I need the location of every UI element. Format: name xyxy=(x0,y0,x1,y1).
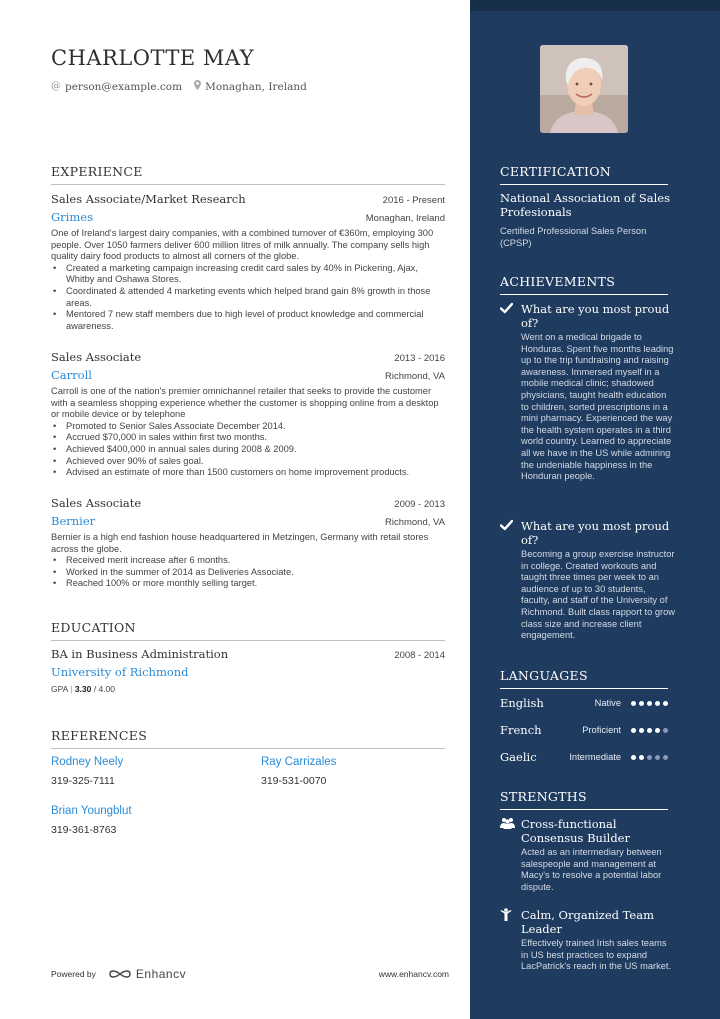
rating-dot xyxy=(631,728,636,733)
bullet-item: • Worked in the summer of 2014 as Deliveries Associate. xyxy=(51,567,445,579)
reference-phone[interactable]: 319-361-8763 xyxy=(51,824,117,836)
strength-title: Cross-functional Consensus Builder xyxy=(521,817,630,845)
job-entry-3 xyxy=(51,496,445,590)
rating-dot xyxy=(663,755,668,760)
bullet-item: • Achieved $400,000 in annual sales during 2008 & 2009. xyxy=(51,444,445,456)
rating-dot xyxy=(647,728,652,733)
school-name[interactable]: University of Richmond xyxy=(51,665,189,679)
job-bullets xyxy=(51,555,445,590)
strengths-heading: STRENGTHS xyxy=(500,789,668,810)
bullet-item: • Received merit increase after 6 months. xyxy=(51,555,445,567)
reference-name[interactable]: Rodney Neely xyxy=(51,756,124,768)
bullet-item: • Promoted to Senior Sales Associate December 2014. xyxy=(51,421,445,433)
job-dates: 2016 - Present xyxy=(382,195,445,206)
language-row xyxy=(500,723,668,737)
language-level: Native xyxy=(594,698,621,708)
location-text: Monaghan, Ireland xyxy=(205,80,307,93)
strength-1 xyxy=(500,817,675,893)
strength-description: Acted as an intermediary between salespeople and management at Macy's to resolve a potential labor dispute. xyxy=(521,847,662,892)
reference-1 xyxy=(51,756,241,787)
rating-dot xyxy=(655,755,660,760)
sidebar-top-bar xyxy=(470,0,720,11)
experience-heading: EXPERIENCE xyxy=(51,164,445,185)
education-heading: EDUCATION xyxy=(51,620,445,641)
rating-dot xyxy=(663,701,668,706)
rating-dot xyxy=(639,755,644,760)
at-icon: @ xyxy=(51,81,61,92)
reference-name[interactable]: Brian Youngblut xyxy=(51,805,132,817)
language-name: French xyxy=(500,723,542,737)
language-name: Gaelic xyxy=(500,750,537,764)
enhancv-logo-icon xyxy=(108,968,132,980)
achievement-description: Becoming a group exercise instructor in college. Created workouts and taught three times per week to an audience of up to 30 students, faculty, and staff of the University of Richmond. Built class rapport to grow class size and increase client engagement. xyxy=(521,549,675,641)
email-text: person@example.com xyxy=(65,80,183,93)
strength-description: Effectively trained Irish sales teams in US best practices to expand LacPatrick's reach in the US market. xyxy=(521,938,672,972)
rating-dot xyxy=(647,755,652,760)
company-description: One of Ireland's largest dairy companies, with a combined turnover of €360m, employing 300 people. Over 1050 farmers deliver 600 million litres of milk annually. The company sells high quality dairy food products to almost all corners of the globe. xyxy=(51,228,434,262)
achievement-title: What are you most proud of? xyxy=(521,302,670,330)
bullet-item: • Reached 100% or more monthly selling target. xyxy=(51,578,445,590)
bullet-item: • Mentored 7 new staff members due to high level of product knowledge and commercial awareness. xyxy=(51,309,445,332)
languages-heading: LANGUAGES xyxy=(500,668,668,689)
group-icon xyxy=(500,817,514,845)
checkmark-icon xyxy=(500,519,514,547)
job-location: Richmond, VA xyxy=(384,371,445,382)
language-row xyxy=(500,696,668,710)
reference-3 xyxy=(51,805,241,836)
powered-by-label: Powered by xyxy=(51,969,96,979)
enhancv-brand-text: Enhancv xyxy=(135,967,187,981)
job-dates: 2009 - 2013 xyxy=(394,499,445,510)
strength-2 xyxy=(500,908,675,973)
contact-row xyxy=(51,80,307,93)
gpa-max: / 4.00 xyxy=(93,684,116,694)
certification-name: National Association of Sales Profesionals xyxy=(500,191,670,219)
language-row xyxy=(500,750,668,764)
reference-phone[interactable]: 319-531-0070 xyxy=(261,775,327,787)
language-rating xyxy=(631,701,668,706)
company-description: Bernier is a high end fashion house headquartered in Metzingen, Germany with retail stores across the globe. xyxy=(51,532,429,554)
language-level: Intermediate xyxy=(569,752,621,762)
rating-dot xyxy=(663,728,668,733)
candidate-name: CHARLOTTE MAY xyxy=(51,46,255,70)
certification-description: Certified Professional Sales Person (CPSP) xyxy=(500,226,647,248)
job-bullets xyxy=(51,263,445,333)
enhancv-logo[interactable] xyxy=(108,967,186,981)
references-heading: REFERENCES xyxy=(51,728,445,749)
rating-dot xyxy=(639,701,644,706)
reference-name[interactable]: Ray Carrizales xyxy=(261,756,337,768)
rating-dot xyxy=(655,728,660,733)
job-location: Richmond, VA xyxy=(384,517,445,528)
gpa-row: GPA | 3.30 / 4.00 xyxy=(51,684,116,694)
bullet-item: • Coordinated & attended 4 marketing events which helped brand gain 8% growth in those areas. xyxy=(51,286,445,309)
email-contact[interactable] xyxy=(51,80,182,93)
job-title: Sales Associate/Market Research xyxy=(51,192,246,206)
company-name[interactable]: Bernier xyxy=(51,514,96,528)
powered-by xyxy=(51,967,186,981)
company-name[interactable]: Grimes xyxy=(51,210,93,224)
job-entry-2 xyxy=(51,350,445,479)
company-description: Carroll is one of the nation's premier omnichannel retailer that seeks to provide the customer with a seamless shopping experience whether the customer is shopping online from a desktop or mobile device or by telephone xyxy=(51,386,439,420)
bullet-item: • Created a marketing campaign increasing credit card sales by 40% in Pickering, Ajax, Whitby and Oshawa Stores. xyxy=(51,263,445,286)
footer-url[interactable]: www.enhancv.com xyxy=(378,969,449,979)
language-level: Proficient xyxy=(582,725,621,735)
education-entry xyxy=(51,647,445,694)
language-rating xyxy=(631,728,668,733)
achievement-description: Went on a medical brigade to Honduras. Spent five months leading up to the trip fundraising and raising awareness. Immersed myself in a mobile medical clinic; shadowed physicians, taught health education to children, sorted prescriptions in a mini pharmacy. Experienced the way the health system operates in a third world country. Learned to appreciate all we have in the US while admiring the undeniable happiness in the Honduran people. xyxy=(521,332,674,482)
language-rating xyxy=(631,755,668,760)
strength-title: Calm, Organized Team Leader xyxy=(521,908,655,936)
education-dates: 2008 - 2014 xyxy=(394,650,445,661)
rating-dot xyxy=(647,701,652,706)
job-bullets xyxy=(51,421,445,479)
location-pin-icon xyxy=(194,80,201,93)
profile-photo xyxy=(540,45,628,133)
bullet-item: • Achieved over 90% of sales goal. xyxy=(51,456,445,468)
job-entry-1 xyxy=(51,192,445,332)
language-name: English xyxy=(500,696,544,710)
checkmark-icon xyxy=(500,302,514,330)
job-location: Monaghan, Ireland xyxy=(365,213,445,224)
bullet-item: • Accrued $70,000 in sales within first two months. xyxy=(51,432,445,444)
certification-heading: CERTIFICATION xyxy=(500,164,668,185)
gpa-value: 3.30 xyxy=(74,684,92,694)
job-title: Sales Associate xyxy=(51,350,142,364)
person-raised-arms-icon xyxy=(500,908,514,936)
rating-dot xyxy=(631,701,636,706)
rating-dot xyxy=(639,728,644,733)
reference-2 xyxy=(261,756,451,787)
reference-phone[interactable]: 319-325-7111 xyxy=(51,775,115,787)
achievement-2 xyxy=(500,519,675,642)
job-dates: 2013 - 2016 xyxy=(394,353,445,364)
achievement-1 xyxy=(500,302,675,483)
location-contact xyxy=(194,80,307,93)
achievements-heading: ACHIEVEMENTS xyxy=(500,274,668,295)
rating-dot xyxy=(631,755,636,760)
rating-dot xyxy=(655,701,660,706)
footer xyxy=(51,967,449,981)
bullet-item: • Advised an estimate of more than 1500 customers on home improvement products. xyxy=(51,467,445,479)
degree-title: BA in Business Administration xyxy=(51,647,229,661)
gpa-label: GPA xyxy=(51,684,68,694)
achievement-title: What are you most proud of? xyxy=(521,519,670,547)
company-name[interactable]: Carroll xyxy=(51,368,92,382)
job-title: Sales Associate xyxy=(51,496,142,510)
